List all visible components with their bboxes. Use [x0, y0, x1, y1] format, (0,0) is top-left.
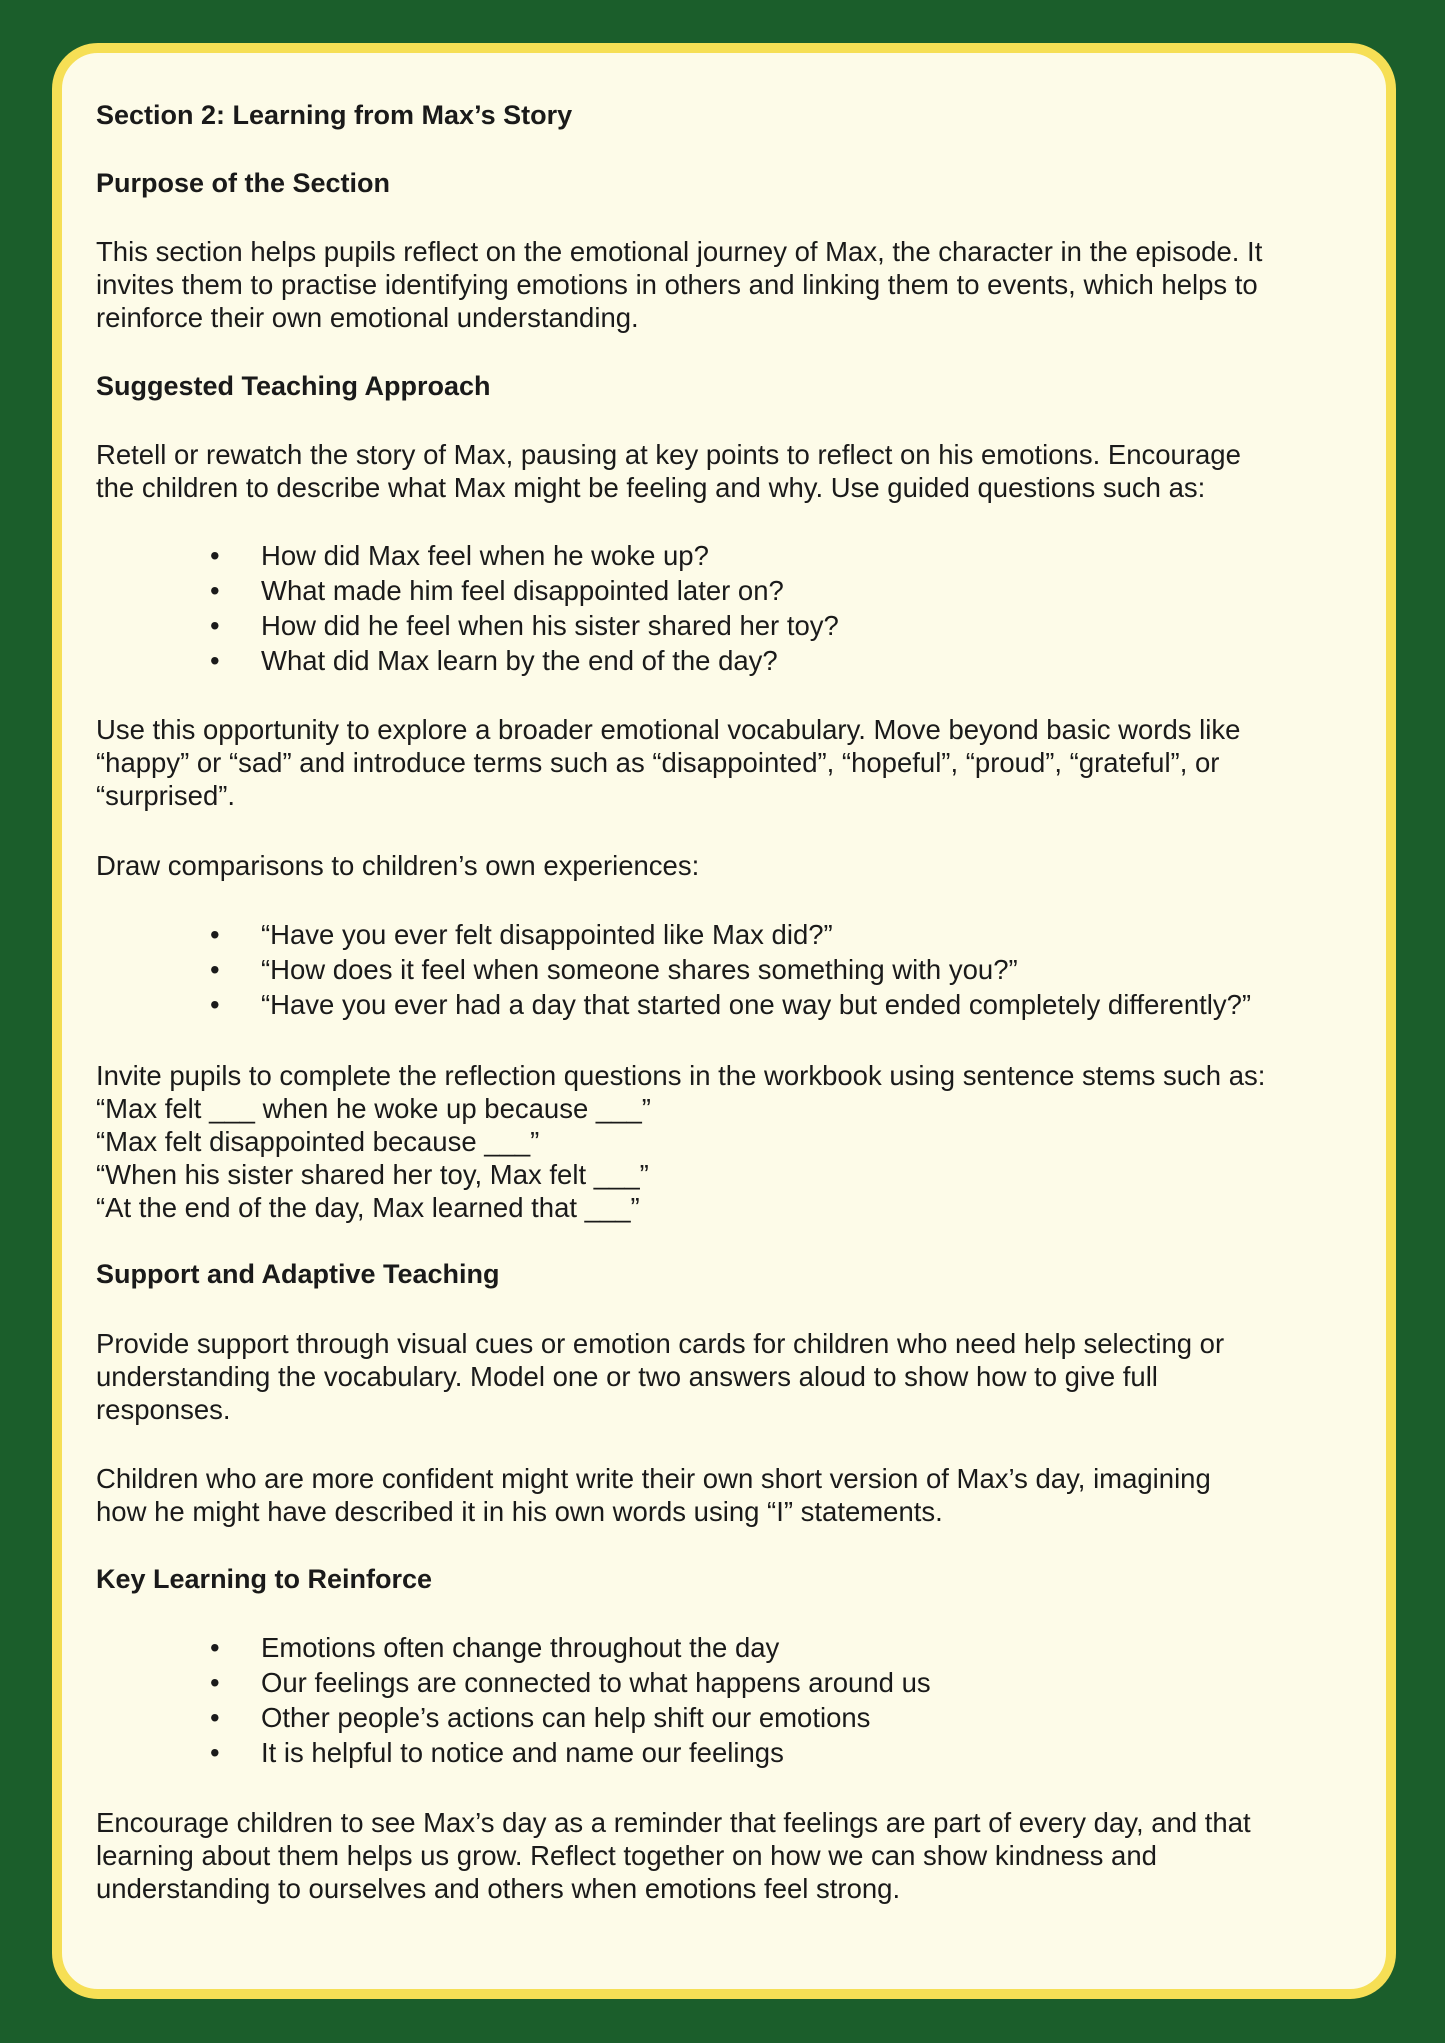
approach-heading: Suggested Teaching Approach — [96, 371, 491, 401]
list-item: • What made him feel disappointed later on? — [210, 575, 784, 606]
list-item: • “Have you ever felt disappointed like Max did?” — [210, 919, 833, 950]
bullet-icon: • — [210, 1702, 220, 1733]
approach-intro-line: Retell or rewatch the story of Max, pausing at key points to reflect on his emotions. Encourage — [96, 439, 1241, 470]
key-learning-heading: Key Learning to Reinforce — [96, 1564, 433, 1594]
list-item: • “Have you ever had a day that started one way but ended completely differently?” — [210, 989, 1252, 1020]
list-item: • Our feelings are connected to what happens around us — [210, 1667, 931, 1698]
list-item: • How did he feel when his sister shared her toy? — [210, 610, 839, 641]
stems-line: “When his sister shared her toy, Max felt ___” — [96, 1159, 649, 1190]
bullet-icon: • — [210, 540, 220, 571]
stems-line: “Max felt disappointed because ___” — [96, 1126, 540, 1157]
support-line: Provide support through visual cues or emotion cards for children who need help selecting or — [96, 1328, 1225, 1359]
vocabulary-line: Use this opportunity to explore a broader emotional vocabulary. Move beyond basic words like — [96, 714, 1241, 745]
support-line: Children who are more confident might write their own short version of Max’s day, imagining — [96, 1463, 1211, 1494]
stems-line: “At the end of the day, Max learned that ___” — [96, 1192, 640, 1223]
vocabulary-line: “happy” or “sad” and introduce terms such as “disappointed”, “hopeful”, “proud”, “grateful”, or — [96, 747, 1220, 778]
bullet-icon: • — [210, 989, 220, 1020]
closing-line: Encourage children to see Max’s day as a reminder that feelings are part of every day, and that — [96, 1807, 1251, 1838]
purpose-line: invites them to practise identifying emotions in others and linking them to events, which helps to — [96, 269, 1258, 300]
stems-line: “Max felt ___ when he woke up because ___” — [96, 1093, 651, 1124]
support-heading: Support and Adaptive Teaching — [96, 1259, 500, 1289]
closing-line: understanding to ourselves and others when emotions feel strong. — [96, 1873, 901, 1904]
list-item: • “How does it feel when someone shares something with you?” — [210, 954, 1018, 985]
list-item: • What did Max learn by the end of the day? — [210, 645, 778, 676]
purpose-heading: Purpose of the Section — [96, 168, 391, 198]
key-learning-list — [96, 1630, 931, 1770]
list-item: • Emotions often change throughout the day — [210, 1632, 780, 1663]
list-item: • Other people’s actions can help shift our emotions — [210, 1702, 871, 1733]
guided-questions-list — [96, 538, 839, 678]
bullet-icon: • — [210, 1667, 220, 1698]
bullet-icon: • — [210, 1737, 220, 1768]
closing-line: learning about them helps us grow. Reflect together on how we can show kindness and — [96, 1840, 1157, 1871]
bullet-icon: • — [210, 954, 220, 985]
support-line: understanding the vocabulary. Model one or two answers aloud to show how to give full — [96, 1361, 1158, 1392]
list-item: • How did Max feel when he woke up? — [210, 540, 709, 571]
comparisons-list — [96, 917, 1251, 1022]
bullet-icon: • — [210, 919, 220, 950]
bullet-icon: • — [210, 645, 220, 676]
vocabulary-line: “surprised”. — [96, 780, 236, 811]
list-item: • It is helpful to notice and name our feelings — [210, 1737, 784, 1768]
approach-intro-line: the children to describe what Max might be feeling and why. Use guided questions such as: — [96, 472, 1206, 503]
support-line: responses. — [96, 1394, 231, 1425]
bullet-icon: • — [210, 610, 220, 641]
section-title: Section 2: Learning from Max’s Story — [96, 100, 573, 130]
stems-line: Invite pupils to complete the reflection questions in the workbook using sentence stems such as: — [96, 1060, 1266, 1091]
bullet-icon: • — [210, 575, 220, 606]
comparisons-intro: Draw comparisons to children’s own experiences: — [96, 850, 700, 881]
purpose-line: This section helps pupils reflect on the emotional journey of Max, the character in the episode. It — [96, 236, 1263, 267]
support-line: how he might have described it in his own words using “I” statements. — [96, 1496, 943, 1527]
purpose-line: reinforce their own emotional understanding. — [96, 302, 639, 333]
bullet-icon: • — [210, 1632, 220, 1663]
